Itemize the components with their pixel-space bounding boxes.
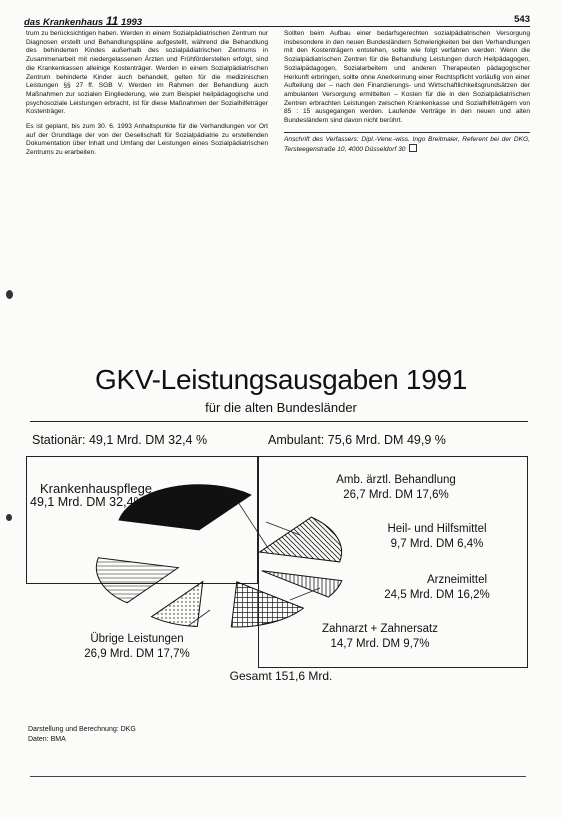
left-paragraph-2: Es ist geplant, bis zum 30. 6. 1993 Anhaltspunkte für die Verhandlungen vor Ort auf der Grundlage der von der Gesellschaft für Sozialpädiatrie zu erstellenden Dokumentation über Inhalt und Umfang der Leistungen eines Sozialpädiatrischen Zentrums zu erarbeiten. bbox=[26, 123, 268, 157]
label-uebrige bbox=[52, 632, 222, 662]
figure-subtitle: für die alten Bundesländer bbox=[205, 400, 357, 415]
label-uebrige-name: Übrige Leistungen bbox=[90, 633, 184, 645]
slice-uebrige bbox=[96, 558, 178, 603]
slice-heil-hilfsmittel bbox=[262, 571, 342, 597]
label-uebrige-value: 26,9 Mrd. DM 17,7% bbox=[84, 648, 190, 660]
total-label: Gesamt 151,6 Mrd. bbox=[229, 669, 333, 683]
label-arzneimittel-value: 24,5 Mrd. DM 16,2% bbox=[384, 589, 490, 601]
label-amb-behandlung-value: 26,7 Mrd. DM 17,6% bbox=[343, 489, 449, 501]
issue-year: 1993 bbox=[120, 17, 143, 28]
source-line-2: Daten: BMA bbox=[28, 736, 66, 743]
label-zahnarzt-value: 14,7 Mrd. DM 9,7% bbox=[330, 638, 430, 650]
issue-number: 11 bbox=[105, 14, 119, 28]
left-paragraph-1: trum zu berücksichtigen haben. Werden in einem Sozialpädiatrischen Zentrum nur Diagnosen erstellt und Behandlungspläne aufgestellt, während die Behandlung des behinderten Kindes außerhalb des sozialpädiatrischen Zentrums in Zusammenarbeit mit niedergelassenen Ärzten und Frühförderstellen erfolgt, sind die Krankenkassen alleinige Kostenträger. Werden in einem Sozialpädiatrischen Zentrum behinderte Kinder auch behandelt, gelten für die medizinischen Leistungen §§ 27 ff. SGB V. Werden im Rahmen der Behandlung auch Maßnahmen zur sozialen Eingliederung, wie zum Beispiel heilpädagogische und psychosoziale Leistungen erbracht, ist für diese Maßnahmen der Sozialhilfeträger Kostenträger. bbox=[26, 30, 268, 116]
figure-title: GKV-Leistungsausgaben 1991 bbox=[94, 364, 468, 395]
stationaer-header: Stationär: 49,1 Mrd. DM 32,4 % bbox=[32, 433, 208, 447]
leader-line-amb bbox=[238, 502, 268, 548]
label-krankenhauspflege bbox=[26, 481, 186, 496]
label-arzneimittel-name: Arzneimittel bbox=[426, 574, 488, 586]
label-krankenhauspflege-value: 49,1 Mrd. DM 32,4% bbox=[30, 495, 145, 509]
leader-line-arznei bbox=[290, 588, 320, 600]
ambulant-header: Ambulant: 75,6 Mrd. DM 49,9 % bbox=[268, 433, 446, 447]
page-number: 543 bbox=[514, 14, 530, 25]
right-paragraph-1: Sollten beim Aufbau einer bedarfsgerechten sozialpädiatrischen Versorgung insbesondere in den neuen Bundesländern Schwierigkeiten bei den Verhandlungen mit den Kostenträgern entstehen, sollte wie folgt verfahren werden: Wenn die Sozialpädiatrischen Zentren für die Behandlung Leistungen durch Heilpädagogen, Sozialpädagogen, Sozialarbeitern und anderen Therapeuten pädagogischer Herkunft erbringen, sollte ohne Anerkennung einer Rechtspflicht vorläufig von einer Aufteilung der – nach den Finanzierungs- und Wirtschaftlichkeitsgrundsätzen der ambulanten Versorgung ermittelten – Kosten für die in den Sozialpädiatrischen Zentren erbrachten Leistungen zwischen Krankenkasse und Sozialhilfeträgern von 85 : 15 ausgegangen werden. Laufende Verträge in den neuen und alten Bundesländern sind davon nicht berührt. bbox=[284, 30, 530, 125]
journal-name: das Krankenhaus bbox=[24, 17, 104, 28]
label-zahnarzt-name: Zahnarzt + Zahnersatz bbox=[321, 623, 439, 635]
label-arzneimittel bbox=[352, 573, 522, 603]
label-krankenhauspflege-name: Krankenhauspflege bbox=[40, 481, 153, 496]
label-heil-hilfsmittel-name: Heil- und Hilfsmittel bbox=[387, 523, 487, 535]
label-amb-behandlung bbox=[316, 473, 476, 503]
bottom-rule bbox=[30, 776, 526, 777]
slice-zahnarzt bbox=[151, 582, 202, 627]
label-amb-behandlung-name: Amb. ärztl. Behandlung bbox=[336, 474, 456, 486]
label-heil-hilfsmittel bbox=[352, 522, 522, 552]
label-zahnarzt bbox=[290, 622, 470, 652]
author-address-text: Anschrift des Verfassers: Dipl.-Verw.-wiss. Ingo Breitmaier, Referent bei der DKG, Tersteegenstraße 10, 4000 Düsseldorf 30 bbox=[284, 135, 530, 154]
label-heil-hilfsmittel-value: 9,7 Mrd. DM 6,4% bbox=[390, 538, 484, 550]
source-line-1: Darstellung und Berechnung: DKG bbox=[28, 726, 136, 733]
slice-arzneimittel bbox=[231, 582, 303, 627]
